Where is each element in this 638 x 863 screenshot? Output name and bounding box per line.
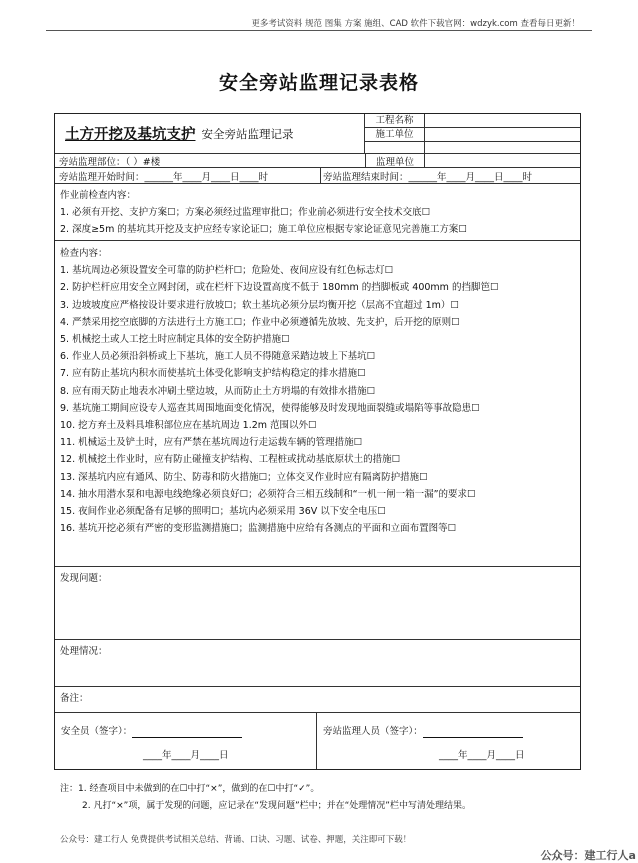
note-item: 2. 凡打“×”项，属于发现的问题，应记录在“发现问题”栏中；并在“处理情况”栏中写清处理结果。: [82, 801, 471, 811]
pre-check-item: 1. 必须有开挖、支护方案☐；方案必须经过监理审批☐；作业前必须进行安全技术交底☐: [60, 207, 431, 219]
form-title: [55, 114, 365, 153]
end-time: 旁站监理结束时间：______年____月____日____时: [323, 171, 533, 183]
footer-text: 公众号：建工行人 免费提供考试相关总结、背诵、口诀、习题、试卷、押题，关注即可下载！: [60, 835, 412, 845]
supervisor-sign-field[interactable]: [423, 726, 523, 738]
handle-label: 处理情况：: [60, 646, 108, 657]
notes: [60, 781, 471, 815]
pre-check-item: 2. 深度≥5m 的基坑其开挖及支护应经专家论证☐；施工单位应根据专家论证意见完善施工方案☐: [60, 224, 467, 236]
signature-row: [55, 713, 580, 769]
check-item: 14. 抽水用潜水泵和电源电线绝缘必须良好☐；必须符合三相五线制和“一机一闸一箱一漏”的要求☐: [60, 488, 476, 500]
check-item: 9. 基坑施工期间应设专人巡查其周围地面变化情况，使得能够及时发现地面裂缝或塌陷等事故隐患☐: [60, 402, 480, 414]
construction-unit-label: 施工单位: [365, 128, 424, 142]
supervision-unit-label: 监理单位: [365, 154, 425, 167]
check-item: 11. 机械运土及铲土时，应有严禁在基坑周边行走运载车辆的管理措施☐: [60, 437, 363, 449]
supervisor-sign-date: ____年____月____日: [439, 750, 525, 761]
location-row: [55, 154, 580, 168]
check-item: 16. 基坑开挖必须有严密的变形监测措施☐；监测措施中应给有各测点的平面和立面布置图等☐: [60, 523, 457, 535]
label-column: [365, 114, 425, 153]
found-section: [55, 567, 580, 640]
time-row: [55, 168, 580, 184]
record-form: [54, 113, 581, 770]
check-item: 4. 严禁采用挖空底脚的方法进行土方施工☐；作业中必须遵循先放坡、先支护，后开挖的原则☐: [60, 316, 460, 328]
supervisor-sign-cell: [317, 713, 580, 769]
check-title: 检查内容：: [60, 248, 108, 259]
check-item: 12. 机械挖土作业时，应有防止碰撞支护结构、工程桩或扰动基底原状土的措施☐: [60, 454, 401, 466]
project-name-field[interactable]: [425, 114, 580, 128]
supervision-unit-field[interactable]: [425, 154, 580, 167]
check-item: 6. 作业人员必须沿斜桥或上下基坑，施工人员不得随意采踏边坡上下基坑☐: [60, 351, 376, 363]
check-item: 7. 应有防止基坑内积水而使基坑土体受化影响支护结构稳定的排水措施☐: [60, 368, 366, 380]
note-item: 注：1. 经查项目中未做到的在☐中打“×”，做到的在☐中打“✓”。: [60, 784, 320, 794]
pre-check-title: 作业前检查内容：: [60, 190, 137, 201]
value-column: [425, 114, 580, 153]
form-title-row: [55, 114, 580, 154]
project-name-label: 工程名称: [365, 114, 424, 128]
check-item: 5. 机械挖土或人工挖土时应制定具体的安全防护措施☐: [60, 334, 290, 346]
start-time: 旁站监理开始时间：______年____月____日____时: [59, 168, 321, 183]
check-section: [55, 241, 580, 567]
found-label: 发现问题：: [60, 573, 108, 584]
remark-label: 备注：: [60, 693, 89, 704]
check-list: [60, 262, 575, 537]
check-item: 10. 挖方弃土及料具堆积部位应在基坑周边 1.2m 范围以外☐: [60, 420, 317, 432]
top-banner: 更多考试资料 规范 图集 方案 施组、CAD 软件下载官网：wdzyk.com 查看每日更新！: [251, 19, 580, 29]
page-title: 安全旁站监理记录表格: [218, 72, 419, 94]
check-item: 15. 夜间作业必须配备有足够的照明☐；基坑内必须采用 36V 以下安全电压☐: [60, 506, 386, 518]
safety-sign-field[interactable]: [132, 726, 242, 738]
check-item: 3. 边坡坡度应严格按设计要求进行放坡☐；软土基坑必须分层均衡开挖（层高不宜超过 1m）☐: [60, 299, 459, 311]
handle-section: [55, 640, 580, 687]
safety-sign-cell: [55, 713, 317, 769]
pre-check-section: [55, 184, 580, 241]
banner-divider: [46, 30, 592, 31]
check-item: 8. 应有雨天防止地表水冲刷土壁边坡，从而防止土方坍塌的有效排水措施☐: [60, 385, 376, 397]
construction-unit-field[interactable]: [425, 128, 580, 142]
check-item: 1. 基坑周边必须设置安全可靠的防护栏杆☐；危险处、夜间应设有红色标志灯☐: [60, 265, 394, 277]
supervisor-sign-label: 旁站监理人员（签字）：: [323, 726, 423, 737]
safety-sign-date: ____年____月____日: [143, 750, 229, 761]
watermark: 公众号：建工行人a: [540, 849, 636, 862]
check-item: 2. 防护栏杆应用安全立网封闭，或在栏杆下边设置高度不低于 180mm 的挡脚板或 400mm 的挡脚笆☐: [60, 282, 499, 294]
remark-section: [55, 687, 580, 713]
form-title-suffix: 安全旁站监理记录: [201, 126, 294, 141]
check-item: 13. 深基坑内应有通风、防尘、防毒和防火措施☐；立体交叉作业时应有隔离防护措施☐: [60, 471, 428, 483]
location-label: 旁站监理部位：（ ）#楼: [59, 156, 161, 168]
form-title-main: 土方开挖及基坑支护: [65, 127, 196, 143]
safety-sign-label: 安全员（签字）：: [61, 726, 133, 737]
